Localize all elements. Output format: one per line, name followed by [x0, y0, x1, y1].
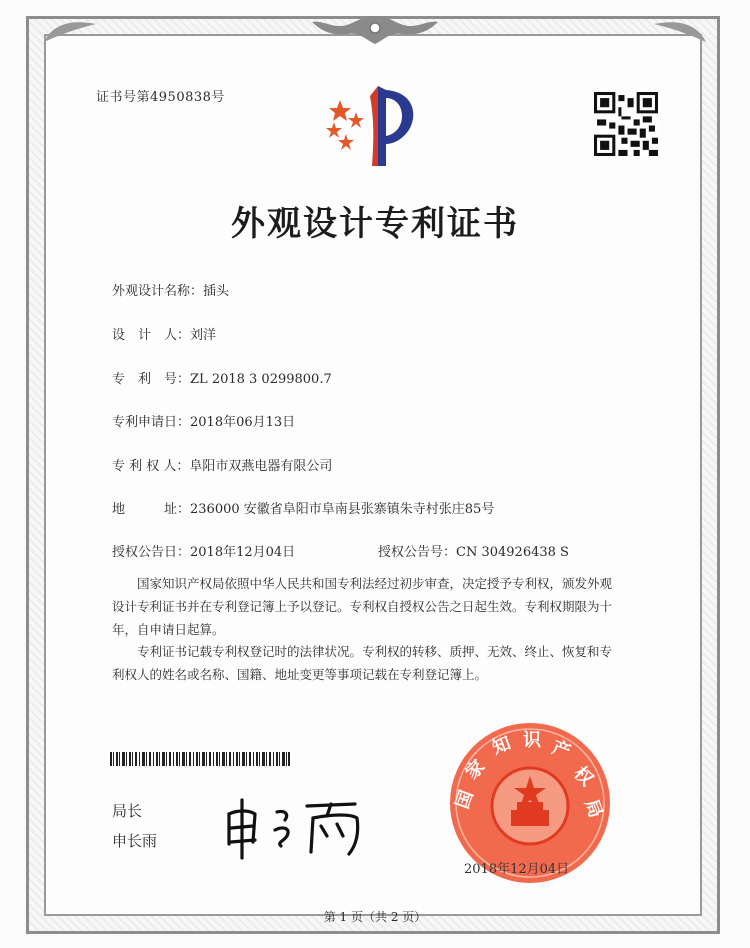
- svg-text:识: 识: [523, 730, 541, 751]
- barcode-icon: [110, 752, 290, 766]
- field-label: 授权公告日：: [112, 545, 191, 560]
- page-number: 第 1 页（共 2 页）: [323, 910, 427, 924]
- corner-ornament-icon: [40, 16, 100, 46]
- certificate-number: 证书号第4950838号: [96, 90, 225, 105]
- paragraph-line: 设计专利证书并在专利登记簿上予以登记。专利权自授权公告之日起生效。专利权期限为十: [112, 599, 613, 614]
- svg-text:国: 国: [451, 787, 478, 812]
- svg-text:家: 家: [461, 755, 490, 784]
- paragraph-line: 年，自申请日起算。: [112, 622, 225, 637]
- field-owner: [112, 455, 332, 474]
- field-grant-date: [112, 541, 295, 560]
- field-label: 设 计 人：: [112, 328, 191, 343]
- top-ornament-icon: [300, 12, 450, 48]
- paragraph-line: 利权人的姓名或名称、国籍、地址变更等事项记载在专利登记簿上。: [112, 667, 488, 682]
- corner-ornament-icon: [650, 16, 710, 46]
- field-value: 236000 安徽省阜阳市阜南县张寨镇朱寺村张庄85号: [190, 502, 495, 517]
- signatory-name: 申长雨: [112, 832, 158, 850]
- field-patent-no: [112, 368, 332, 387]
- field-designer: [112, 324, 216, 343]
- signatory-title: 局长: [112, 802, 143, 820]
- svg-text:产: 产: [549, 736, 574, 763]
- svg-text:局: 局: [580, 796, 607, 821]
- paragraph-legal: [112, 640, 612, 686]
- paragraph-line: 国家知识产权局依照中华人民共和国专利法经过初步审查，决定授予专利权，颁发外观: [137, 576, 613, 591]
- field-value: 阜阳市双燕电器有限公司: [189, 459, 333, 474]
- handwritten-signature: [215, 792, 375, 862]
- qr-code-icon: [594, 92, 658, 156]
- field-label: 专 利 权 人：: [112, 459, 190, 474]
- field-address: [112, 498, 494, 517]
- field-value: ZL 2018 3 0299800.7: [190, 372, 332, 387]
- field-label: 专利申请日：: [112, 415, 191, 430]
- field-label: 专 利 号：: [112, 372, 191, 387]
- seal-date: 2018年12月04日: [464, 862, 570, 877]
- field-label: 授权公告号：: [378, 545, 457, 560]
- paragraph-line: 专利证书记载专利权登记时的法律状况。专利权的转移、质押、无效、终止、恢复和专: [137, 644, 613, 659]
- patent-office-logo-icon: [320, 78, 420, 174]
- paragraph-grant: [112, 572, 612, 641]
- field-value: 插头: [203, 284, 230, 299]
- field-label: 地 址：: [112, 502, 191, 517]
- field-value: 刘洋: [190, 328, 217, 343]
- field-label: 外观设计名称：: [112, 284, 204, 299]
- field-value: 2018年06月13日: [190, 415, 296, 430]
- field-filing-date: [112, 411, 295, 430]
- svg-text:知: 知: [489, 732, 514, 759]
- certificate-title: 外观设计专利证书: [231, 204, 519, 244]
- svg-text:权: 权: [569, 762, 598, 791]
- field-design-name: [112, 280, 229, 299]
- field-value: CN 304926438 S: [456, 545, 569, 560]
- field-value: 2018年12月04日: [190, 545, 296, 560]
- field-grant-no: [378, 541, 569, 560]
